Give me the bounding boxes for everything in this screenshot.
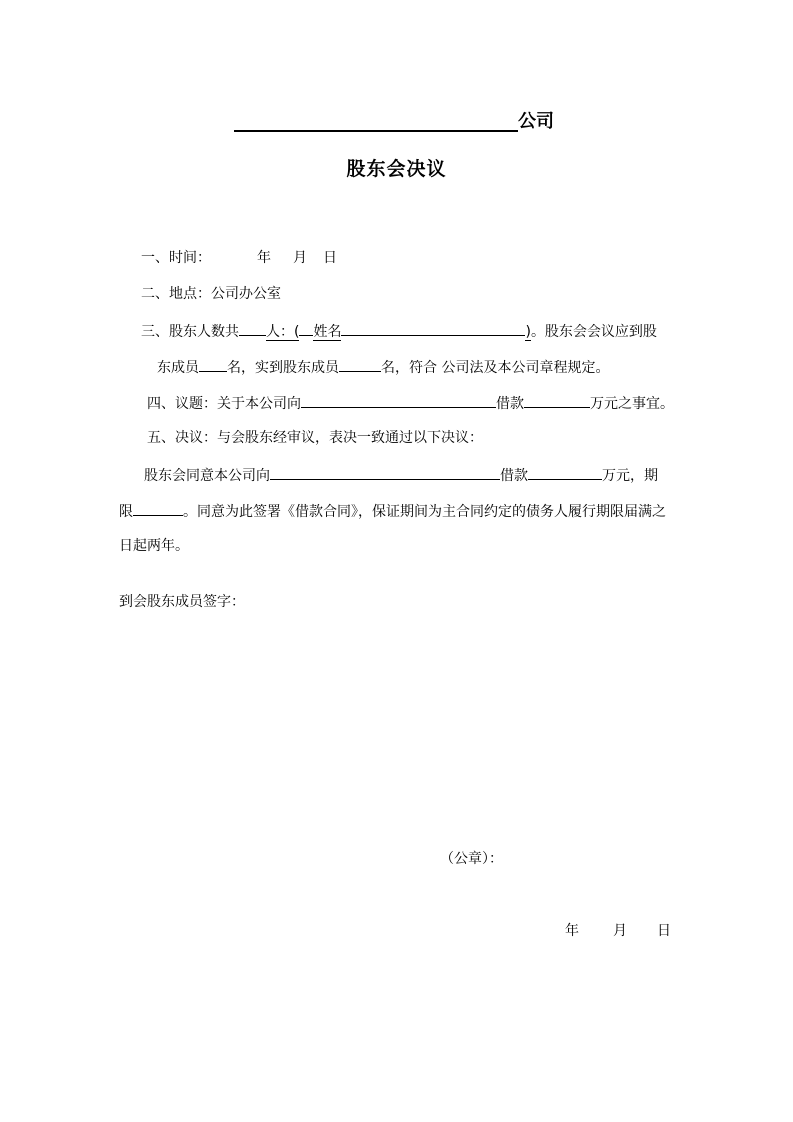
date-year: 年 xyxy=(565,923,579,939)
shareholders-line2-tail: 名，符合 公司法及本公司章程规定。 xyxy=(381,360,610,376)
resolution-line1-tail: 万元，期 xyxy=(602,468,658,484)
date-month: 月 xyxy=(613,923,627,939)
agenda-tail: 万元之事宜。 xyxy=(590,396,674,412)
present-members-blank xyxy=(339,356,381,372)
item-location: 二、地点：公司办公室 xyxy=(141,286,281,302)
required-members-blank xyxy=(199,356,227,372)
shareholders-close: ) xyxy=(525,324,531,340)
shareholders-tail: 。股东会会议应到股 xyxy=(530,324,657,340)
resolution-line-3: 日起两年。 xyxy=(119,538,189,554)
time-day: 日 xyxy=(323,250,337,266)
resolution-term-blank xyxy=(133,500,183,516)
time-month: 月 xyxy=(293,250,307,266)
members-signature-label: 到会股东成员签字： xyxy=(119,594,245,610)
shareholders-name-label: 姓名 xyxy=(313,324,342,340)
item-shareholders-line2 xyxy=(157,356,609,378)
resolution-amount-blank xyxy=(528,464,602,480)
item-time xyxy=(141,248,337,268)
shareholder-count-blank xyxy=(239,320,266,336)
shareholders-line2-prefix: 东成员 xyxy=(157,360,199,376)
resolution-line2-tail: 。同意为此签署《借款合同》，保证期间为主合同约定的债务人履行期限届满之 xyxy=(183,504,666,520)
item-agenda xyxy=(147,392,674,414)
company-suffix: 公司 xyxy=(518,111,554,132)
date-day: 日 xyxy=(657,923,671,939)
agenda-borrow: 借款 xyxy=(496,396,524,412)
resolution-line2-prefix: 限 xyxy=(119,504,133,520)
time-year: 年 xyxy=(257,250,271,266)
item-resolution-heading: 五、决议：与会股东经审议，表决一致通过以下决议： xyxy=(147,430,483,446)
agenda-prefix: 四、议题：关于本公司向 xyxy=(147,396,301,412)
resolution-line-2 xyxy=(119,500,666,522)
agenda-lender-blank xyxy=(301,392,496,408)
agenda-amount-blank xyxy=(524,392,590,408)
shareholders-prefix: 三、股东人数共 xyxy=(141,324,239,340)
shareholders-people: 人：( xyxy=(266,324,300,340)
resolution-line1-prefix: 股东会同意本公司向 xyxy=(144,468,270,484)
time-label: 一、时间： xyxy=(141,250,211,266)
shareholders-line2-mid: 名，实到股东成员 xyxy=(227,360,339,376)
resolution-line-1 xyxy=(144,464,658,486)
resolution-line1-borrow: 借款 xyxy=(500,468,528,484)
signature-date xyxy=(565,921,671,941)
seal-label: （公章）： xyxy=(440,851,503,867)
document-title: 股东会决议 xyxy=(346,158,447,180)
item-shareholders xyxy=(141,320,657,342)
company-name-blank xyxy=(234,130,518,132)
shareholder-names-blank xyxy=(341,320,525,336)
resolution-lender-blank xyxy=(270,464,500,480)
name-gap-blank xyxy=(299,320,313,336)
